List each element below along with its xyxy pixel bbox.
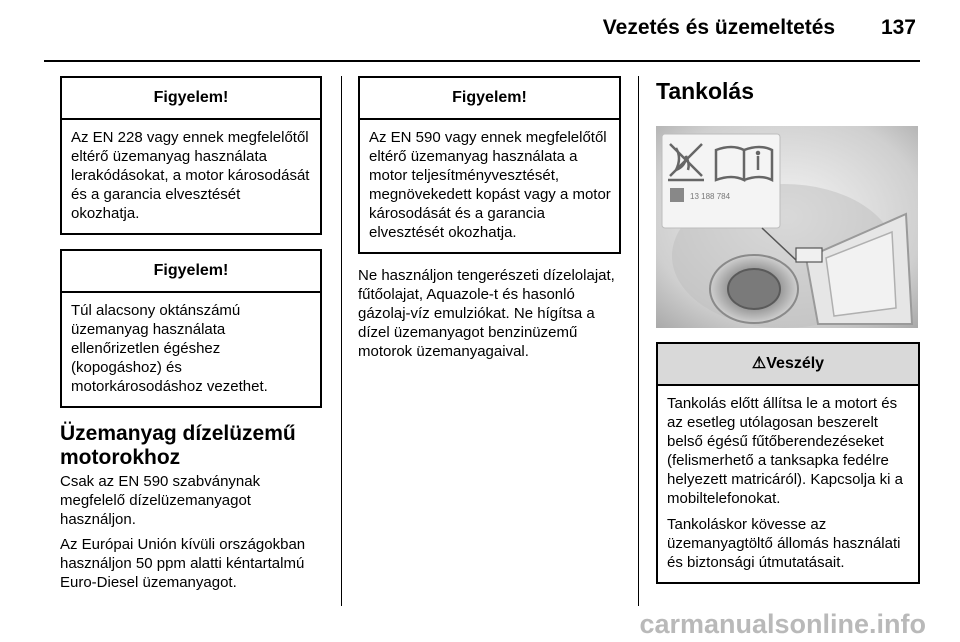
header-title: Vezetés és üzemeltetés: [602, 16, 836, 39]
watermark: carmanualsonline.info: [639, 609, 926, 639]
warning-heading: Figyelem!: [62, 251, 320, 293]
header-rule: [44, 60, 920, 62]
warning-heading: Figyelem!: [62, 78, 320, 120]
section-title-diesel: Üzemanyag dízelüzemű motorokhoz: [60, 422, 296, 469]
paragraph-eu-sulfur: Az Európai Unión kívüli országokban használjon 50 ppm alatti kéntartalmú Euro-Diesel üzemanyagot.: [60, 536, 306, 591]
warning-text: Túl alacsony oktánszámú üzemanyag használata ellenőrizetlen égéshez (kopogáshoz) és motorkárosodáshoz vezethet.: [71, 302, 268, 395]
page-header: [603, 16, 916, 40]
danger-heading-text: Veszély: [766, 355, 825, 372]
warning-text: Az EN 228 vagy ennek megfelelőtől eltérő üzemanyag használata lerakódásokat, a motor károsodását és a garancia elvesztését okozhatja.: [71, 129, 310, 222]
warning-box-en590: [358, 76, 621, 254]
middle-column: [358, 76, 621, 367]
section-title-refueling: Tankolás: [656, 78, 754, 104]
fuel-flap-illustration: [656, 126, 918, 328]
paragraph-marine-diesel: Ne használjon tengerészeti dízelolajat, fűtőolajat, Aquazole-t és hasonló gázolaj-víz emulziókat. Ne hígítsa a dízel üzemanyagot benzinüzemű motorok üzemanyagaival.: [358, 267, 615, 360]
warning-box-octane: [60, 249, 322, 408]
label-number: 13 188 784: [690, 192, 731, 201]
warning-text: Az EN 590 vagy ennek megfelelőtől eltérő üzemanyag használata a motor teljesítményvesztését, megnövekedett kopást vagy a motor károsodását és a garancia elvesztését okozhatja.: [369, 129, 611, 241]
danger-box-refueling: [656, 342, 920, 584]
page-number: 137: [880, 16, 916, 39]
danger-text-1: Tankolás előtt állítsa le a motort és az esetleg utólagosan beszerelt belső égésű fűtőberendezéseket (felismerhető a tanksapka fedélre helyezett matricáról). Kapcsolja ki a mobiltelefonokat.: [667, 395, 903, 507]
fuel-filler-image: [656, 126, 918, 328]
column-divider-2: [638, 76, 639, 606]
danger-text-2: Tankoláskor kövesse az üzemanyagtöltő állomás használati és biztonsági útmutatásait.: [667, 516, 901, 571]
column-divider-1: [341, 76, 342, 606]
paragraph-en590: Csak az EN 590 szabványnak megfelelő dízelüzemanyagot használjon.: [60, 473, 261, 528]
danger-heading: [658, 344, 918, 386]
left-column: [60, 76, 322, 598]
right-column: [656, 78, 920, 598]
warning-heading: Figyelem!: [360, 78, 619, 120]
brand-logo-icon: [670, 188, 684, 202]
warning-triangle-icon: ⚠: [751, 355, 767, 372]
warning-box-en228: [60, 76, 322, 235]
